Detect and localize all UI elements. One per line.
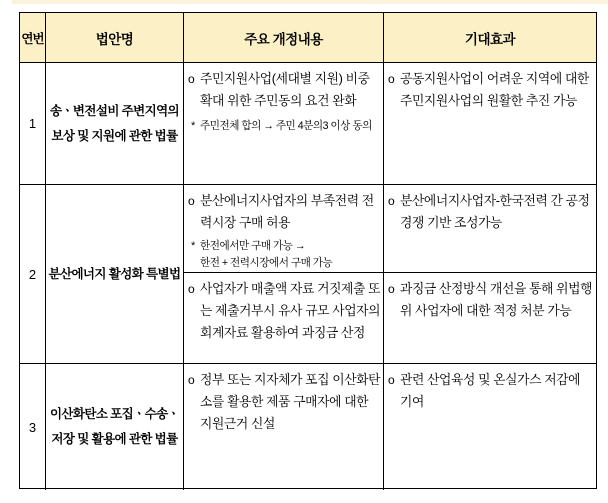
bullet-text: 과징금 산정방식 개선을 통해 위법행위 사업자에 대한 적정 처분 가능	[400, 281, 593, 318]
bullet-marker: o	[388, 72, 395, 86]
law-name: 분산에너지 활성화 특별법	[48, 266, 181, 281]
bullet-marker: o	[388, 282, 395, 296]
table-header-row	[20, 13, 596, 63]
note-item	[188, 118, 381, 135]
bullet-text: 공동지원사업이 어려운 지역에 대한 주민지원사업의 원활한 추진 가능	[400, 71, 589, 108]
header-label-amendment: 주요 개정내용	[244, 31, 323, 47]
bullet-marker: o	[188, 72, 195, 86]
sub-sections	[184, 185, 596, 364]
sub-row	[184, 273, 596, 364]
cell-amendment	[184, 273, 384, 364]
note-line: 주민전체 합의 → 주민 4분의3 이상 동의	[200, 120, 372, 132]
clipped-highlight-strip	[12, 0, 608, 4]
bullet-marker: o	[188, 194, 195, 208]
row-number: 1	[28, 116, 37, 131]
bullet-item	[188, 68, 381, 112]
cell-amendment	[184, 185, 384, 273]
cell-effect	[384, 273, 596, 364]
note-marker: *	[191, 240, 196, 252]
header-cell-amendment	[184, 13, 384, 63]
bullet-marker: o	[388, 373, 395, 387]
bullet-item	[388, 369, 594, 413]
bullet-item	[388, 190, 594, 234]
cell-law	[46, 185, 184, 364]
bullet-marker: o	[188, 282, 195, 296]
header-label-effect: 기대효과	[464, 31, 516, 47]
note-line: 한전 + 전력시장에서 구매 가능	[200, 257, 333, 269]
bullet-text: 정부 또는 지자체가 포집 이산화탄소를 활용한 제품 구매자에 대한 지원근거 신설	[200, 372, 381, 431]
bullet-item	[188, 278, 381, 344]
note-line: 한전에서만 구매 가능 →	[200, 240, 306, 252]
note-lines	[200, 238, 381, 272]
table-row	[20, 364, 596, 490]
bullet-text: 사업자가 매출액 자료 거짓제출 또는 제출거부시 유사 규모 사업자의 회계자료 활용하여 과징금 산정	[200, 281, 381, 340]
cell-law	[46, 364, 184, 490]
law-name: 송ㆍ변전설비 주변지역의 보상 및 지원에 관한 법률	[49, 103, 180, 143]
bullet-marker: o	[388, 194, 395, 208]
note-item	[188, 238, 381, 272]
note-lines	[200, 118, 381, 135]
bullet-item	[388, 68, 594, 112]
cell-no	[20, 364, 46, 490]
cell-effect	[384, 364, 596, 490]
bullet-text: 관련 산업육성 및 온실가스 저감에 기여	[400, 372, 581, 409]
cell-effect	[384, 185, 596, 273]
bullet-text: 주민지원사업(세대별 지원) 비중 확대 위한 주민동의 요건 완화	[200, 71, 370, 108]
header-label-no: 연번	[21, 31, 44, 46]
bullet-item	[188, 369, 381, 435]
row-number: 2	[28, 266, 37, 282]
bullet-text: 분산에너지사업자의 부족전력 전력시장 구매 허용	[200, 193, 374, 230]
table-row	[20, 185, 596, 364]
cell-no	[20, 63, 46, 185]
law-amendment-table	[19, 12, 597, 489]
bullet-item	[188, 190, 381, 234]
bullet-marker: o	[188, 373, 195, 387]
cell-law	[46, 63, 184, 185]
header-label-law: 법안명	[95, 31, 134, 47]
header-cell-no	[20, 13, 46, 63]
bullet-item	[388, 278, 594, 322]
header-cell-law	[46, 13, 184, 63]
sub-row	[184, 185, 596, 273]
cell-amendment	[184, 63, 384, 185]
table-row	[20, 63, 596, 185]
header-cell-effect	[384, 13, 596, 63]
law-name: 이산화탄소 포집ㆍ수송ㆍ저장 및 활용에 관한 법률	[49, 407, 180, 446]
cell-effect	[384, 63, 596, 185]
bullet-text: 분산에너지사업자-한국전력 간 공정경쟁 기반 조성가능	[400, 193, 590, 230]
note-marker: *	[191, 120, 196, 132]
cell-amendment	[184, 364, 384, 490]
row-number: 3	[28, 419, 37, 435]
cell-no	[20, 185, 46, 364]
